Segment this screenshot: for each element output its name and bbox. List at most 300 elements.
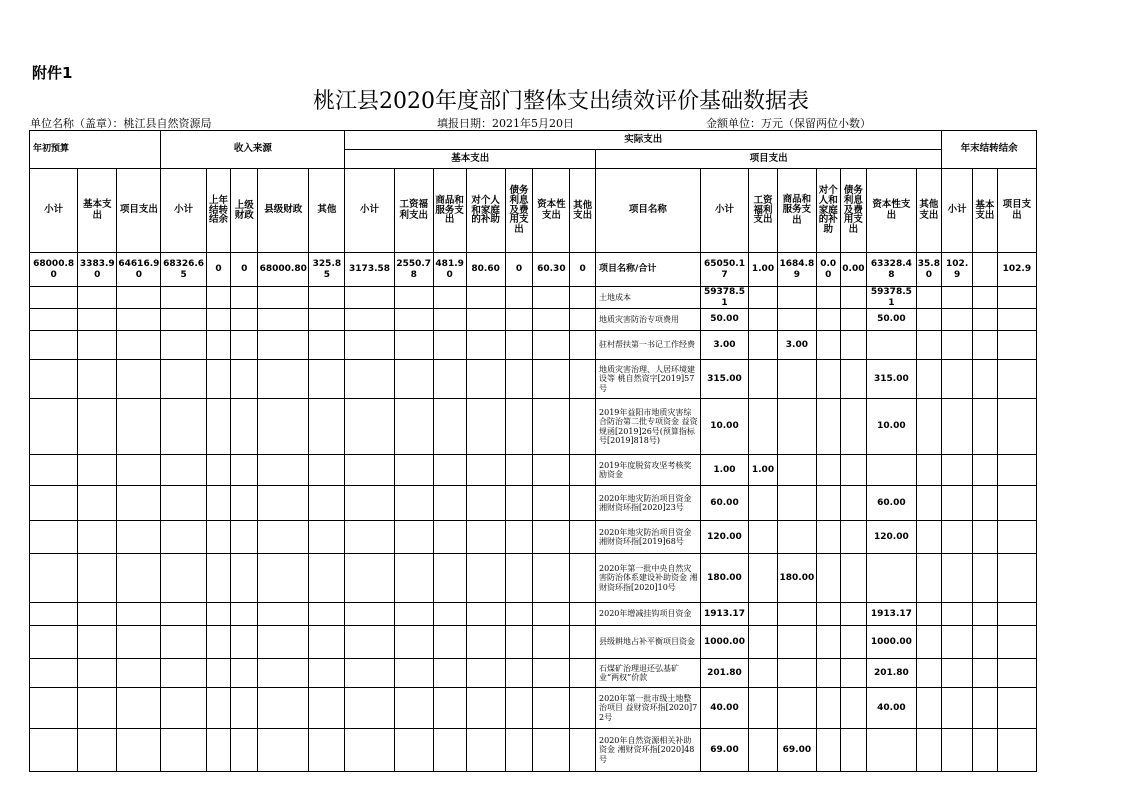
- empty-cell: [533, 455, 570, 486]
- col-project-debt: 债务利息及费用支出: [840, 169, 867, 253]
- total-basic-subtotal: 3173.58: [345, 253, 394, 287]
- empty-cell: [997, 486, 1036, 521]
- empty-cell: [117, 603, 161, 626]
- empty-cell: [916, 554, 942, 603]
- empty-cell: [505, 331, 533, 360]
- total-basic-capital: 60.30: [533, 253, 570, 287]
- project-expense-header: 项目支出: [596, 150, 942, 169]
- empty-cell: [997, 331, 1036, 360]
- empty-cell: [570, 309, 596, 331]
- empty-cell: [466, 309, 505, 331]
- empty-cell: [942, 626, 973, 659]
- empty-cell: [309, 603, 345, 626]
- project-wage-cell: [749, 331, 778, 360]
- project-row: [30, 399, 1037, 455]
- empty-cell: [231, 521, 258, 554]
- project-goods-cell: [777, 521, 816, 554]
- empty-cell: [916, 360, 942, 399]
- empty-cell: [30, 486, 78, 521]
- project-name-cell: 2020年增减挂钩项目资金: [596, 603, 701, 626]
- empty-cell: [533, 309, 570, 331]
- project-goods-cell: [777, 309, 816, 331]
- project-subtotal-cell: 3.00: [700, 331, 748, 360]
- col-income-other: 其他: [309, 169, 345, 253]
- empty-cell: [816, 331, 840, 360]
- col-project-goods: 商品和服务支出: [777, 169, 816, 253]
- empty-cell: [231, 603, 258, 626]
- empty-cell: [505, 521, 533, 554]
- empty-cell: [258, 521, 309, 554]
- empty-cell: [505, 729, 533, 772]
- empty-cell: [309, 399, 345, 455]
- empty-cell: [206, 626, 231, 659]
- empty-cell: [942, 729, 973, 772]
- total-income-other: 325.85: [309, 253, 345, 287]
- total-row: [30, 253, 1037, 287]
- project-goods-cell: [777, 688, 816, 729]
- empty-cell: [433, 554, 466, 603]
- empty-cell: [117, 455, 161, 486]
- project-goods-cell: [777, 399, 816, 455]
- empty-cell: [345, 688, 394, 729]
- project-wage-cell: [749, 521, 778, 554]
- empty-cell: [533, 331, 570, 360]
- empty-cell: [816, 360, 840, 399]
- empty-cell: [505, 626, 533, 659]
- project-wage-cell: [749, 603, 778, 626]
- empty-cell: [206, 554, 231, 603]
- empty-cell: [78, 554, 117, 603]
- empty-cell: [30, 554, 78, 603]
- empty-cell: [505, 309, 533, 331]
- empty-cell: [942, 603, 973, 626]
- empty-cell: [78, 688, 117, 729]
- empty-cell: [916, 603, 942, 626]
- project-name-cell: 2019年度脱贫攻坚考核奖励资金: [596, 455, 701, 486]
- empty-cell: [161, 399, 206, 455]
- empty-cell: [78, 455, 117, 486]
- empty-cell: [258, 486, 309, 521]
- empty-cell: [206, 399, 231, 455]
- empty-cell: [570, 455, 596, 486]
- empty-cell: [117, 287, 161, 309]
- empty-cell: [840, 287, 867, 309]
- empty-cell: [533, 486, 570, 521]
- empty-cell: [973, 626, 998, 659]
- empty-cell: [840, 603, 867, 626]
- amount-unit: 金额单位：万元（保留两位小数）: [706, 117, 871, 130]
- total-basic-debt: 0: [505, 253, 533, 287]
- empty-cell: [161, 455, 206, 486]
- total-budget-project: 64616.90: [117, 253, 161, 287]
- empty-cell: [258, 360, 309, 399]
- project-wage-cell: [749, 554, 778, 603]
- empty-cell: [840, 626, 867, 659]
- project-wage-cell: [749, 659, 778, 688]
- empty-cell: [206, 455, 231, 486]
- project-goods-cell: [777, 287, 816, 309]
- empty-cell: [466, 331, 505, 360]
- empty-cell: [117, 521, 161, 554]
- col-budget-project: 项目支出: [117, 169, 161, 253]
- total-basic-goods: 481.90: [433, 253, 466, 287]
- empty-cell: [78, 603, 117, 626]
- empty-cell: [916, 521, 942, 554]
- col-basic-debt: 债务利息及费用支出: [505, 169, 533, 253]
- empty-cell: [309, 729, 345, 772]
- actual-expense-header: 实际支出: [345, 131, 942, 150]
- project-wage-cell: 1.00: [749, 455, 778, 486]
- col-basic-capital: 资本性支出: [533, 169, 570, 253]
- project-row: [30, 331, 1037, 360]
- empty-cell: [258, 287, 309, 309]
- empty-cell: [206, 331, 231, 360]
- empty-cell: [394, 331, 433, 360]
- col-basic-other: 其他支出: [570, 169, 596, 253]
- empty-cell: [973, 360, 998, 399]
- empty-cell: [78, 486, 117, 521]
- empty-cell: [394, 521, 433, 554]
- empty-cell: [533, 554, 570, 603]
- empty-cell: [840, 486, 867, 521]
- empty-cell: [117, 659, 161, 688]
- empty-cell: [258, 688, 309, 729]
- empty-cell: [433, 331, 466, 360]
- empty-cell: [117, 729, 161, 772]
- project-subtotal-cell: 50.00: [700, 309, 748, 331]
- empty-cell: [394, 486, 433, 521]
- project-wage-cell: [749, 399, 778, 455]
- empty-cell: [570, 626, 596, 659]
- empty-cell: [997, 521, 1036, 554]
- empty-cell: [433, 486, 466, 521]
- empty-cell: [433, 360, 466, 399]
- empty-cell: [840, 554, 867, 603]
- empty-cell: [161, 360, 206, 399]
- empty-cell: [345, 626, 394, 659]
- empty-cell: [505, 486, 533, 521]
- total-project-goods: 1684.89: [777, 253, 816, 287]
- empty-cell: [466, 521, 505, 554]
- empty-cell: [973, 659, 998, 688]
- empty-cell: [466, 399, 505, 455]
- empty-cell: [840, 309, 867, 331]
- empty-cell: [30, 603, 78, 626]
- empty-cell: [117, 309, 161, 331]
- empty-cell: [345, 521, 394, 554]
- empty-cell: [345, 331, 394, 360]
- empty-cell: [466, 554, 505, 603]
- empty-cell: [117, 626, 161, 659]
- empty-cell: [997, 729, 1036, 772]
- empty-cell: [533, 399, 570, 455]
- empty-cell: [117, 360, 161, 399]
- empty-cell: [840, 455, 867, 486]
- empty-cell: [840, 399, 867, 455]
- project-wage-cell: [749, 626, 778, 659]
- empty-cell: [533, 360, 570, 399]
- basic-expense-header: 基本支出: [345, 150, 596, 169]
- empty-cell: [916, 688, 942, 729]
- empty-cell: [309, 554, 345, 603]
- empty-cell: [161, 521, 206, 554]
- empty-cell: [206, 287, 231, 309]
- project-capital-cell: 1000.00: [867, 626, 916, 659]
- total-project-wage: 1.00: [749, 253, 778, 287]
- empty-cell: [505, 603, 533, 626]
- empty-cell: [258, 331, 309, 360]
- col-yearend-subtotal: 小计: [942, 169, 973, 253]
- page-title: 桃江县2020年度部门整体支出绩效评价基础数据表: [313, 89, 809, 114]
- empty-cell: [30, 659, 78, 688]
- col-basic-goods: 商品和服务支出: [433, 169, 466, 253]
- empty-cell: [309, 486, 345, 521]
- total-income-superior: 0: [231, 253, 258, 287]
- project-name-cell: 土地成本: [596, 287, 701, 309]
- project-capital-cell: 201.80: [867, 659, 916, 688]
- empty-cell: [231, 486, 258, 521]
- empty-cell: [206, 309, 231, 331]
- empty-cell: [973, 287, 998, 309]
- empty-cell: [466, 603, 505, 626]
- empty-cell: [816, 603, 840, 626]
- empty-cell: [161, 688, 206, 729]
- empty-cell: [942, 309, 973, 331]
- empty-cell: [816, 521, 840, 554]
- empty-cell: [258, 309, 309, 331]
- empty-cell: [258, 399, 309, 455]
- empty-cell: [916, 309, 942, 331]
- empty-cell: [505, 287, 533, 309]
- project-name-cell: 2020年自然资源相关补助资金 湘财资环指[2020]48号: [596, 729, 701, 772]
- project-row: [30, 287, 1037, 309]
- col-budget-subtotal: 小计: [30, 169, 78, 253]
- empty-cell: [973, 729, 998, 772]
- empty-cell: [505, 399, 533, 455]
- empty-cell: [570, 360, 596, 399]
- empty-cell: [345, 486, 394, 521]
- empty-cell: [231, 399, 258, 455]
- empty-cell: [973, 554, 998, 603]
- fill-date: 填报日期：2021年5月20日: [437, 117, 574, 130]
- project-name-cell: 2020年第一批市级土地整治项目 益财资环指[2020]72号: [596, 688, 701, 729]
- annual-budget-header: 年初预算: [30, 131, 161, 169]
- empty-cell: [997, 688, 1036, 729]
- project-capital-cell: [867, 455, 916, 486]
- project-goods-cell: [777, 603, 816, 626]
- empty-cell: [231, 287, 258, 309]
- empty-cell: [997, 626, 1036, 659]
- project-name-cell: 地质灾害防治专项费用: [596, 309, 701, 331]
- empty-cell: [161, 626, 206, 659]
- project-row: [30, 603, 1037, 626]
- project-goods-cell: [777, 626, 816, 659]
- empty-cell: [161, 729, 206, 772]
- empty-cell: [206, 360, 231, 399]
- total-income-prior: 0: [206, 253, 231, 287]
- empty-cell: [816, 729, 840, 772]
- empty-cell: [394, 729, 433, 772]
- project-goods-cell: [777, 659, 816, 688]
- empty-cell: [345, 729, 394, 772]
- empty-cell: [570, 486, 596, 521]
- empty-cell: [973, 309, 998, 331]
- project-capital-cell: 60.00: [867, 486, 916, 521]
- project-name-cell: 地质灾害治理、人居环境建设等 桃自然资字[2019]57号: [596, 360, 701, 399]
- empty-cell: [206, 729, 231, 772]
- col-yearend-project: 项目支出: [997, 169, 1036, 253]
- total-basic-wage: 2550.78: [394, 253, 433, 287]
- empty-cell: [916, 287, 942, 309]
- empty-cell: [258, 603, 309, 626]
- empty-cell: [231, 309, 258, 331]
- empty-cell: [997, 659, 1036, 688]
- empty-cell: [345, 399, 394, 455]
- project-capital-cell: 120.00: [867, 521, 916, 554]
- empty-cell: [309, 331, 345, 360]
- project-capital-cell: [867, 729, 916, 772]
- total-budget-subtotal: 68000.80: [30, 253, 78, 287]
- empty-cell: [433, 287, 466, 309]
- project-subtotal-cell: 60.00: [700, 486, 748, 521]
- project-name-cell: 县级耕地占补平衡项目资金: [596, 626, 701, 659]
- project-capital-cell: 10.00: [867, 399, 916, 455]
- empty-cell: [942, 659, 973, 688]
- project-capital-cell: 40.00: [867, 688, 916, 729]
- empty-cell: [231, 659, 258, 688]
- empty-cell: [533, 688, 570, 729]
- empty-cell: [30, 729, 78, 772]
- empty-cell: [973, 455, 998, 486]
- empty-cell: [816, 626, 840, 659]
- empty-cell: [997, 603, 1036, 626]
- total-project-debt: 0.00: [840, 253, 867, 287]
- project-name-cell: 2019年益阳市地质灾害综合防治第二批专项资金 益资规函[2019]26号(预算指标号[2019]818号): [596, 399, 701, 455]
- empty-cell: [816, 455, 840, 486]
- col-budget-basic: 基本支出: [78, 169, 117, 253]
- empty-cell: [345, 603, 394, 626]
- empty-cell: [973, 688, 998, 729]
- total-yearend-project: 102.9: [997, 253, 1036, 287]
- empty-cell: [345, 455, 394, 486]
- empty-cell: [816, 399, 840, 455]
- empty-cell: [533, 521, 570, 554]
- empty-cell: [942, 521, 973, 554]
- empty-cell: [997, 287, 1036, 309]
- empty-cell: [570, 729, 596, 772]
- attachment-label: 附件1: [32, 64, 73, 82]
- empty-cell: [570, 688, 596, 729]
- empty-cell: [942, 287, 973, 309]
- empty-cell: [942, 554, 973, 603]
- empty-cell: [231, 331, 258, 360]
- project-goods-cell: 69.00: [777, 729, 816, 772]
- empty-cell: [161, 486, 206, 521]
- empty-cell: [309, 521, 345, 554]
- total-yearend-basic: [973, 253, 998, 287]
- project-row: [30, 554, 1037, 603]
- empty-cell: [309, 287, 345, 309]
- project-row: [30, 521, 1037, 554]
- empty-cell: [394, 309, 433, 331]
- empty-cell: [433, 521, 466, 554]
- project-name-cell: 2020年地灾防治项目资金 湘财资环指[2019]68号: [596, 521, 701, 554]
- empty-cell: [570, 287, 596, 309]
- empty-cell: [30, 521, 78, 554]
- empty-cell: [997, 455, 1036, 486]
- empty-cell: [78, 626, 117, 659]
- empty-cell: [206, 688, 231, 729]
- empty-cell: [30, 688, 78, 729]
- empty-cell: [161, 603, 206, 626]
- empty-cell: [433, 688, 466, 729]
- project-subtotal-cell: 1000.00: [700, 626, 748, 659]
- total-project-subtotal: 65050.17: [700, 253, 748, 287]
- empty-cell: [570, 554, 596, 603]
- empty-cell: [973, 603, 998, 626]
- empty-cell: [394, 360, 433, 399]
- col-income-prior: 上年结转结余: [206, 169, 231, 253]
- empty-cell: [816, 309, 840, 331]
- empty-cell: [309, 309, 345, 331]
- total-basic-other: 0: [570, 253, 596, 287]
- empty-cell: [30, 331, 78, 360]
- empty-cell: [309, 688, 345, 729]
- empty-cell: [816, 688, 840, 729]
- project-capital-cell: 315.00: [867, 360, 916, 399]
- empty-cell: [816, 486, 840, 521]
- empty-cell: [997, 360, 1036, 399]
- empty-cell: [394, 554, 433, 603]
- empty-cell: [345, 309, 394, 331]
- empty-cell: [533, 626, 570, 659]
- empty-cell: [570, 331, 596, 360]
- col-project-subsidy: 对个人和家庭的补助: [816, 169, 840, 253]
- empty-cell: [161, 287, 206, 309]
- empty-cell: [117, 688, 161, 729]
- project-row: [30, 309, 1037, 331]
- total-project-capital: 63328.48: [867, 253, 916, 287]
- empty-cell: [258, 659, 309, 688]
- empty-cell: [942, 331, 973, 360]
- project-wage-cell: [749, 287, 778, 309]
- empty-cell: [433, 309, 466, 331]
- empty-cell: [433, 399, 466, 455]
- total-budget-basic: 3383.90: [78, 253, 117, 287]
- empty-cell: [433, 603, 466, 626]
- empty-cell: [466, 360, 505, 399]
- empty-cell: [916, 729, 942, 772]
- project-wage-cell: [749, 688, 778, 729]
- col-income-superior: 上级财政: [231, 169, 258, 253]
- year-end-balance-header: 年末结转结余: [942, 131, 1037, 169]
- empty-cell: [345, 287, 394, 309]
- empty-cell: [394, 455, 433, 486]
- empty-cell: [394, 659, 433, 688]
- empty-cell: [466, 287, 505, 309]
- project-subtotal-cell: 201.80: [700, 659, 748, 688]
- col-project-capital: 资本性支出: [867, 169, 916, 253]
- total-basic-subsidy: 80.60: [466, 253, 505, 287]
- empty-cell: [973, 486, 998, 521]
- empty-cell: [466, 626, 505, 659]
- empty-cell: [533, 287, 570, 309]
- empty-cell: [433, 455, 466, 486]
- project-goods-cell: [777, 360, 816, 399]
- empty-cell: [997, 399, 1036, 455]
- empty-cell: [394, 603, 433, 626]
- project-wage-cell: [749, 486, 778, 521]
